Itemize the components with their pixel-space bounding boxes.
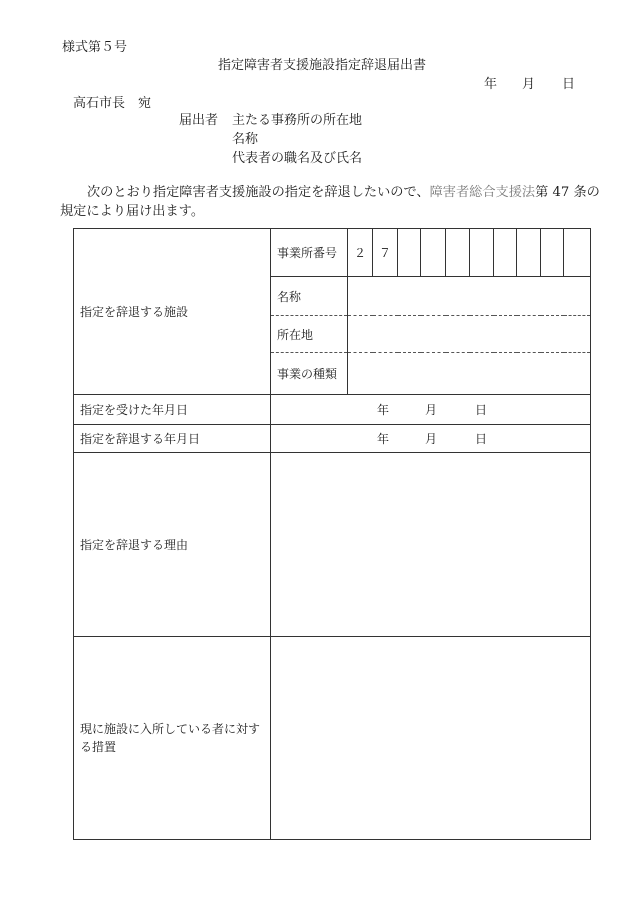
row-resident-measures — [74, 637, 591, 840]
date-month: 月 — [522, 77, 536, 92]
addressee: 高石市長 宛 — [73, 96, 152, 111]
business-type-field[interactable] — [348, 353, 591, 395]
withdraw-day-unit: 日 — [475, 432, 488, 446]
withdraw-date-field[interactable] — [271, 425, 591, 453]
date-year: 年 — [484, 77, 498, 92]
submitter-office-address: 主たる事務所の所在地 — [232, 113, 363, 128]
facility-location-label: 所在地 — [271, 316, 348, 353]
withdraw-reason-label: 指定を辞退する理由 — [74, 453, 271, 637]
body-paragraph — [60, 183, 600, 221]
row-office-number — [74, 229, 591, 277]
body-text-2: 第 47 条の — [535, 185, 600, 200]
row-designated-date — [74, 395, 591, 425]
designated-month-unit: 月 — [425, 403, 438, 417]
body-text-1: 次のとおり指定障害者支援施設の指定を辞退したいので、 — [87, 185, 430, 200]
office-number-digit-1[interactable]: ２ — [348, 229, 373, 277]
designated-date-units — [271, 401, 590, 418]
office-number-digit-4[interactable] — [421, 229, 446, 277]
office-number-digit-10[interactable] — [564, 229, 591, 277]
designated-date-label: 指定を受けた年月日 — [74, 395, 271, 425]
withdraw-year-unit: 年 — [377, 432, 390, 446]
office-number-digit-9[interactable] — [541, 229, 564, 277]
office-number-digit-6[interactable] — [470, 229, 494, 277]
office-number-digit-5[interactable] — [446, 229, 470, 277]
resident-measures-label: 現に施設に入所している者に対する措置 — [74, 637, 271, 840]
submitter-label: 届出者 — [179, 113, 219, 128]
form-table — [73, 228, 591, 840]
office-number-digit-7[interactable] — [494, 229, 517, 277]
withdraw-reason-field[interactable] — [271, 453, 591, 637]
facility-name-label: 名称 — [271, 277, 348, 316]
submitter-representative: 代表者の職名及び氏名 — [232, 151, 363, 166]
facility-name-field[interactable] — [348, 277, 591, 316]
office-number-digit-3[interactable] — [398, 229, 421, 277]
submitter-name: 名称 — [232, 132, 259, 147]
designated-date-field[interactable] — [271, 395, 591, 425]
office-number-label: 事業所番号 — [271, 229, 348, 277]
withdraw-date-label: 指定を辞退する年月日 — [74, 425, 271, 453]
law-name: 障害者総合支援法 — [429, 185, 536, 200]
row-withdraw-date — [74, 425, 591, 453]
facility-location-field[interactable] — [348, 316, 591, 353]
withdraw-month-unit: 月 — [425, 432, 438, 446]
form-number: 様式第５号 — [62, 40, 128, 55]
document-title: 指定障害者支援施設指定辞退届出書 — [218, 58, 427, 73]
designated-day-unit: 日 — [475, 403, 488, 417]
office-number-digit-2[interactable]: ７ — [373, 229, 398, 277]
resident-measures-field[interactable] — [271, 637, 591, 840]
office-number-digit-8[interactable] — [517, 229, 541, 277]
facility-label: 指定を辞退する施設 — [74, 229, 271, 395]
business-type-label: 事業の種類 — [271, 353, 348, 395]
withdraw-date-units — [271, 430, 590, 447]
body-line-2: 規定により届け出ます。 — [60, 204, 205, 219]
body-line-1 — [60, 183, 600, 202]
row-withdraw-reason — [74, 453, 591, 637]
designated-year-unit: 年 — [377, 403, 390, 417]
date-day: 日 — [562, 77, 576, 92]
